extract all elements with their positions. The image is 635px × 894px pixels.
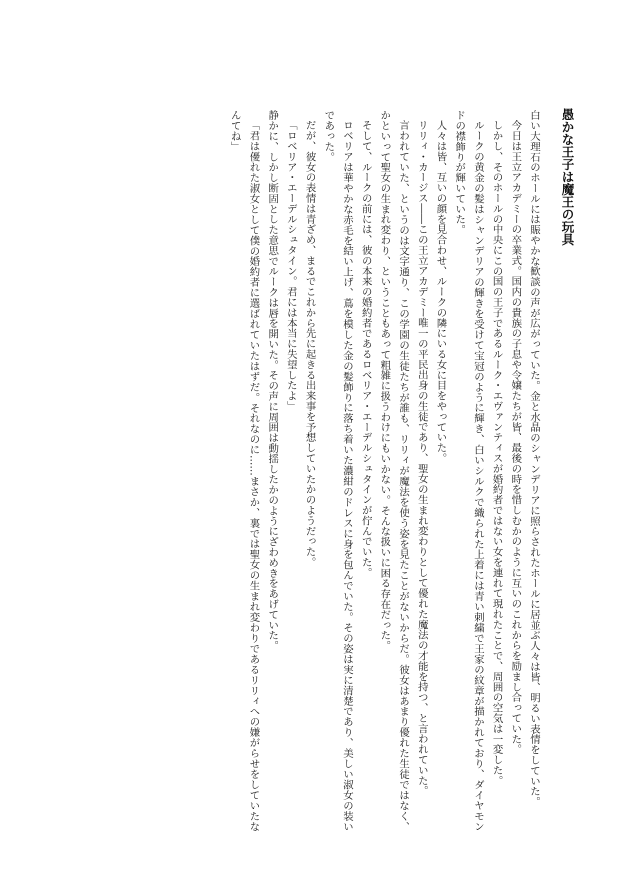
story-body <box>225 110 543 832</box>
paragraph: 言われていた、というのは文字通り、この学園の生徒たちが誰も、リリィが魔法を使う姿を見たことがないからだ。彼女はあまり優れた生徒ではなく、かといって聖女の生まれ変わり、ということもあって粗雑に扱うわけにもいかない。そんな扱いに困る存在だった。 <box>378 110 410 832</box>
paragraph: 今日は王立アカデミーの卒業式。国内の貴族の子息や令嬢たちが皆、最後の時を惜しむかのように互いのこれからを励まし合っていた。 <box>509 120 522 755</box>
paragraph: 「君は優れた淑女として僕の婚約者に選ばれていたはずだ。それなのに……まさか、裏では聖女の生まれ変わりであるリリィへの嫌がらせをしていたなんてね」 <box>228 110 260 832</box>
paragraph: だが、彼女の表情は青ざめ、まるでこれから先に起きる出来事を予想していたかのようだった。 <box>303 120 316 568</box>
paragraph: ロベリアは華やかな赤毛を結い上げ、蔦を模した金の髪飾りに落ち着いた濃紺のドレスに身を包んでいた。その姿は実に清楚であり、美しい淑女の装いであった。 <box>322 110 353 832</box>
paragraph: ルークの黄金の髪はシャンデリアの輝きを受けて宝冠のように輝き、白いシルクで織られた上着には青い刺繍で王家の紋章が描かれており、ダイヤモンドの襟飾りが輝いていた。 <box>453 110 484 832</box>
story-title: 愚かな王子は魔王の玩具 <box>560 108 575 246</box>
paragraph: 静かに、しかし断固とした意思でルークは唇を開いた。その声に周囲は動揺したかのようにざわめきをあげていた。 <box>266 110 279 651</box>
paragraph: 白い大理石のホールには賑やかな歓談の声が広がっていた。金と水晶のシャンデリアに照らされたホールに居並ぶ人々は皆、明るい表情をしていた。 <box>528 110 540 807</box>
paragraph: 「ロベリア・エーデルシュタイン。君には本当に失望したよ」 <box>284 120 297 412</box>
paragraph: そして、ルークの前には、彼の本来の婚約者であるロベリア・エーデルシュタインが佇んでいた。 <box>359 120 372 578</box>
paragraph: リリィ・カージス――この王立アカデミー唯一の平民出身の生徒であり、聖女の生まれ変わりとして優れた魔法の才能を持つ、と言われていた。 <box>415 120 428 797</box>
paragraph: 人々は皆、互いの顔を見合わせ、ルークの隣にいる女に目をやっていた。 <box>434 120 447 464</box>
paragraph: しかし、そのホールの中央にこの国の王子であるルーク・エヴァンティスが婚約者ではない女を連れて現れたことで、周囲の空気は一変した。 <box>490 120 503 786</box>
